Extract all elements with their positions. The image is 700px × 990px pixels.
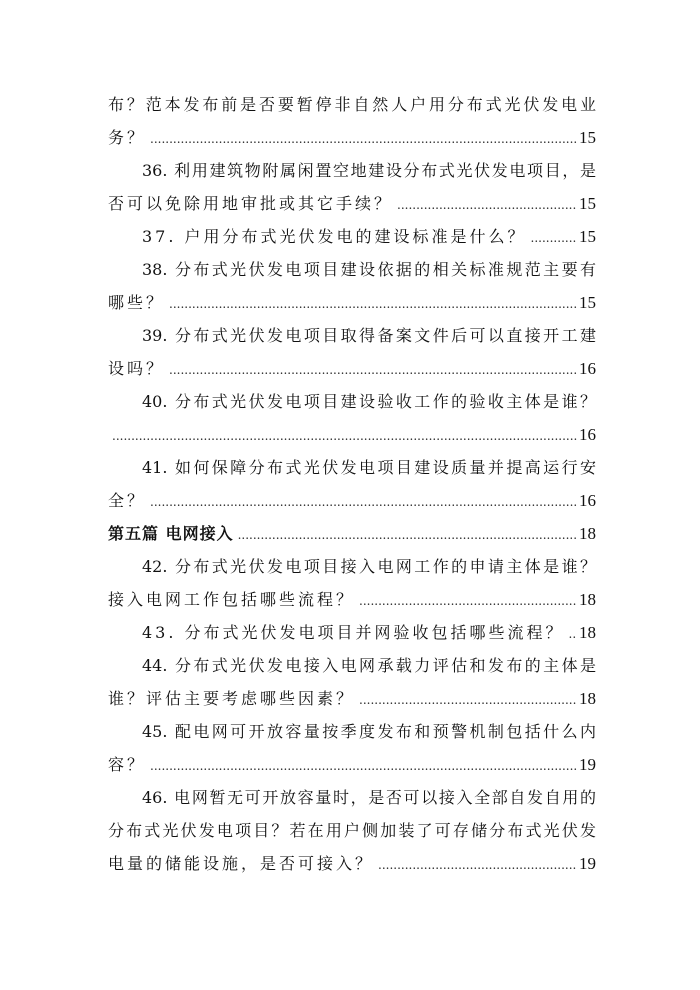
toc-entry-line: [108, 814, 596, 847]
dot-leader: [150, 486, 577, 519]
toc-entry-line: [108, 484, 596, 517]
dot-leader: [569, 618, 577, 651]
toc-entry-line: [108, 286, 596, 319]
dot-leader: [378, 849, 577, 882]
table-of-contents: [108, 88, 596, 880]
dot-leader: [169, 288, 577, 321]
toc-entry-text: 38. 分布式光伏发电项目建设依据的相关标准规范主要有: [142, 260, 596, 279]
toc-entry-text: 36. 利用建筑物附属闲置空地建设分布式光伏发电项目，是: [142, 161, 596, 180]
toc-entry-text: 哪些？: [108, 293, 166, 312]
dot-leader: [150, 750, 577, 783]
toc-page-number: 16: [579, 359, 596, 378]
toc-entry-line: [108, 550, 596, 583]
dot-leader: [238, 519, 577, 552]
toc-page-number: 15: [579, 227, 596, 246]
toc-entry-line: [108, 781, 596, 814]
dot-leader: [359, 585, 577, 618]
toc-entry-text: 37. 户用分布式光伏发电的建设标准是什么？: [142, 227, 527, 246]
toc-entry-line: [108, 88, 596, 121]
toc-entry-line: [108, 682, 596, 715]
toc-entry-line: [108, 748, 596, 781]
toc-entry-line: [108, 187, 596, 220]
toc-entry-text: 布？范本发布前是否要暂停非自然人户用分布式光伏发电业: [108, 95, 596, 114]
toc-entry-line: [108, 616, 596, 649]
toc-page-number: 18: [579, 689, 596, 708]
dot-leader: [112, 420, 577, 453]
toc-entry-line: [108, 847, 596, 880]
toc-entry-text: 电量的储能设施，是否可接入？: [108, 854, 375, 873]
toc-entry-line: [108, 649, 596, 682]
toc-entry-text: 39. 分布式光伏发电项目取得备案文件后可以直接开工建: [142, 326, 596, 345]
toc-entry-text: 43. 分布式光伏发电项目并网验收包括哪些流程？: [142, 623, 565, 642]
toc-entry-text: 46. 电网暂无可开放容量时，是否可以接入全部自发自用的: [142, 788, 596, 807]
toc-entry-line: [108, 385, 596, 418]
toc-entry-line: [108, 220, 596, 253]
toc-entry-text: 全？: [108, 491, 147, 510]
toc-entry-text: 第五篇 电网接入: [108, 524, 234, 543]
dot-leader: [397, 189, 577, 222]
toc-page-number: 18: [579, 524, 596, 543]
toc-entry-line: [108, 451, 596, 484]
toc-entry-text: 44. 分布式光伏发电接入电网承载力评估和发布的主体是: [142, 656, 596, 675]
toc-entry-text: 42. 分布式光伏发电项目接入电网工作的申请主体是谁？: [142, 557, 596, 576]
dot-leader: [359, 684, 577, 717]
toc-entry-text: 否可以免除用地审批或其它手续？: [108, 194, 394, 213]
toc-page-number: 18: [579, 623, 596, 642]
toc-entry-line: [108, 583, 596, 616]
toc-page-number: 15: [579, 293, 596, 312]
toc-entry-line: [108, 253, 596, 286]
toc-page-number: 19: [579, 755, 596, 774]
toc-entry-text: 务？: [108, 128, 147, 147]
toc-page-number: 18: [579, 590, 596, 609]
toc-entry-text: 容？: [108, 755, 147, 774]
toc-entry-text: 设吗？: [108, 359, 166, 378]
toc-entry-line: [108, 154, 596, 187]
dot-leader: [150, 123, 577, 156]
toc-entry-text: 分布式光伏发电项目？若在用户侧加装了可存储分布式光伏发: [108, 821, 596, 840]
toc-entry-text: 谁？评估主要考虑哪些因素？: [108, 689, 356, 708]
toc-page-number: 16: [579, 425, 596, 444]
toc-entry-line: [108, 319, 596, 352]
dot-leader: [531, 222, 577, 255]
toc-entry-line: [108, 715, 596, 748]
toc-section-heading: [108, 517, 596, 550]
toc-entry-text: 41. 如何保障分布式光伏发电项目建设质量并提高运行安: [142, 458, 596, 477]
toc-entry-text: 40. 分布式光伏发电项目建设验收工作的验收主体是谁？: [142, 392, 596, 411]
toc-page-number: 15: [579, 194, 596, 213]
toc-entry-line: [108, 121, 596, 154]
dot-leader: [169, 354, 577, 387]
toc-page-number: 15: [579, 128, 596, 147]
toc-entry-text: 接入电网工作包括哪些流程？: [108, 590, 356, 609]
toc-entry-line: [108, 418, 596, 451]
toc-entry-text: 45. 配电网可开放容量按季度发布和预警机制包括什么内: [142, 722, 596, 741]
toc-page-number: 19: [579, 854, 596, 873]
toc-entry-line: [108, 352, 596, 385]
toc-page-number: 16: [579, 491, 596, 510]
